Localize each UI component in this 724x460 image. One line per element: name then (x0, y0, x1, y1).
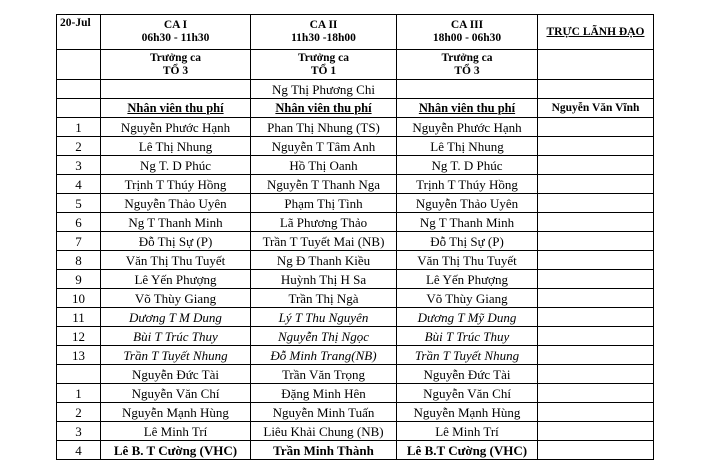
shift-3-person: Lê Minh Trí (397, 422, 538, 441)
staff-row (57, 118, 654, 137)
shift-3-person: Nguyễn Phước Hạnh (397, 118, 538, 137)
shift-3-person: Văn Thị Thu Tuyết (397, 251, 538, 270)
row-number: 11 (57, 308, 101, 327)
shift-3-header (397, 15, 538, 50)
shift-2-person: Phạm Thị Tình (251, 194, 397, 213)
row-number: 4 (57, 441, 101, 460)
empty-cell (538, 251, 654, 270)
row-number: 2 (57, 137, 101, 156)
staff-title-shift-3: Nhân viên thu phí (397, 99, 538, 118)
shift-3-person: Trịnh T Thúy Hồng (397, 175, 538, 194)
shift-3-person: Đỗ Thị Sự (P) (397, 232, 538, 251)
shift-3-person: Nguyễn Mạnh Hùng (397, 403, 538, 422)
shift-2-leader (251, 50, 397, 80)
staff-row (57, 327, 654, 346)
shift-1-person: Ng T. D Phúc (101, 156, 251, 175)
empty-cell (538, 175, 654, 194)
empty-cell (538, 327, 654, 346)
shift-1-time: 06h30 - 11h30 (141, 32, 210, 44)
shift-1-person: Lê B. T Cường (VHC) (101, 441, 251, 460)
shift-1-person: Lê Minh Trí (101, 422, 251, 441)
shift-1-person: Võ Thùy Giang (101, 289, 251, 308)
empty-cell (538, 289, 654, 308)
shift-2-person: Lã Phương Thảo (251, 213, 397, 232)
staff-row (57, 270, 654, 289)
shift-3-time: 18h00 - 06h30 (432, 32, 502, 44)
empty-cell (538, 232, 654, 251)
staff-title-row (57, 99, 654, 118)
shift-2-person: Trần Minh Thành (251, 441, 397, 460)
staff-row (57, 156, 654, 175)
shift-3-person: Dương T Mỹ Dung (397, 308, 538, 327)
shift-2-leader-team: TỔ 1 (310, 64, 337, 77)
shift-2-person: Nguyễn Minh Tuấn (251, 403, 397, 422)
shift-2-person: Trần T Tuyết Mai (NB) (251, 232, 397, 251)
empty-cell (538, 346, 654, 365)
row-number: 12 (57, 327, 101, 346)
empty-cell (538, 213, 654, 232)
shift-2-person: Hồ Thị Oanh (251, 156, 397, 175)
row-number (57, 365, 101, 384)
row-number: 4 (57, 175, 101, 194)
staff-row (57, 251, 654, 270)
shift-3-person: Bùi T Trúc Thuy (397, 327, 538, 346)
shift-3-leader (397, 50, 538, 80)
row-number: 3 (57, 422, 101, 441)
staff-title-shift-2: Nhân viên thu phí (251, 99, 397, 118)
empty-cell (538, 422, 654, 441)
shift-3-person: Lê B.T Cường (VHC) (397, 441, 538, 460)
shift-3-person: Ng T Thanh Minh (397, 213, 538, 232)
empty-cell (538, 137, 654, 156)
shift-1-header (101, 15, 251, 50)
empty-cell (538, 308, 654, 327)
staff-row (57, 213, 654, 232)
empty-cell (538, 156, 654, 175)
shift-1-leader-team: TỔ 3 (162, 64, 189, 77)
shift-1-person: Nguyễn Phước Hạnh (101, 118, 251, 137)
shift-3-person: Nguyễn Văn Chí (397, 384, 538, 403)
support-row (57, 441, 654, 460)
row-number: 2 (57, 403, 101, 422)
support-row (57, 403, 654, 422)
shift-1-leader-role: Trưởng ca (149, 51, 202, 64)
empty-cell (538, 118, 654, 137)
header-row (57, 15, 654, 50)
shift-1-person: Nguyễn Đức Tài (101, 365, 251, 384)
shift-1-person: Trần T Tuyết Nhung (101, 346, 251, 365)
staff-row (57, 175, 654, 194)
empty-cell (538, 50, 654, 80)
shift-2-person: Lý T Thu Nguyên (251, 308, 397, 327)
shift-2-person: Trần Thị Ngà (251, 289, 397, 308)
shift-leader-row (57, 50, 654, 80)
empty-cell (57, 80, 101, 99)
empty-cell (538, 384, 654, 403)
shift-3-person: Nguyễn Thảo Uyên (397, 194, 538, 213)
empty-cell (538, 403, 654, 422)
shift-1-person: Văn Thị Thu Tuyết (101, 251, 251, 270)
shift-3-person: Ng T. D Phúc (397, 156, 538, 175)
shift-3-name: CA III (450, 19, 484, 31)
shift-1-name: CA I (163, 19, 188, 31)
shift-1-person: Trịnh T Thúy Hồng (101, 175, 251, 194)
shift-1-leader (101, 50, 251, 80)
shift-3-leader-team: TỔ 3 (454, 64, 480, 77)
date-cell: 20-Jul (57, 15, 101, 50)
empty-cell (538, 365, 654, 384)
shift-1-person: Dương T M Dung (101, 308, 251, 327)
staff-row (57, 194, 654, 213)
shift-2-header (251, 15, 397, 50)
staff-row (57, 137, 654, 156)
row-number: 1 (57, 118, 101, 137)
shift-1-person: Nguyễn Thảo Uyên (101, 194, 251, 213)
empty-cell (57, 99, 101, 118)
empty-cell (538, 80, 654, 99)
shift-2-person: Huỳnh Thị H Sa (251, 270, 397, 289)
shift-3-person: Lê Thị Nhung (397, 137, 538, 156)
row-number: 8 (57, 251, 101, 270)
empty-cell (538, 270, 654, 289)
row-number: 1 (57, 384, 101, 403)
shift-3-person: Lê Yến Phượng (397, 270, 538, 289)
staff-row (57, 346, 654, 365)
shift-3-person: Võ Thùy Giang (397, 289, 538, 308)
shift-1-person: Nguyễn Mạnh Hùng (101, 403, 251, 422)
shift-1-person: Đỗ Thị Sự (P) (101, 232, 251, 251)
leadership-name: Nguyễn Văn Vĩnh (538, 99, 654, 118)
staff-row (57, 289, 654, 308)
shift-2-name: CA II (309, 19, 338, 31)
shift-1-person: Lê Thị Nhung (101, 137, 251, 156)
shift-1-person: Ng T Thanh Minh (101, 213, 251, 232)
shift-3-person: Nguyễn Đức Tài (397, 365, 538, 384)
shift-2-person: Đỗ Minh Trang(NB) (251, 346, 397, 365)
shift-1-person: Bùi T Trúc Thuy (101, 327, 251, 346)
empty-cell (538, 194, 654, 213)
staff-row (57, 308, 654, 327)
empty-cell (101, 80, 251, 99)
shift-2-time: 11h30 -18h00 (291, 32, 356, 44)
shift-schedule-table (56, 14, 654, 460)
empty-cell (57, 50, 101, 80)
supervisor-row (57, 365, 654, 384)
shift-3-person: Trần T Tuyết Nhung (397, 346, 538, 365)
row-number: 3 (57, 156, 101, 175)
row-number: 9 (57, 270, 101, 289)
staff-title-shift-1: Nhân viên thu phí (101, 99, 251, 118)
shift-2-person: Nguyễn T Thanh Nga (251, 175, 397, 194)
row-number: 5 (57, 194, 101, 213)
empty-cell (538, 441, 654, 460)
shift-2-person: Ng Đ Thanh Kiều (251, 251, 397, 270)
shift-2-leader-role: Trưởng ca (297, 51, 350, 64)
support-row (57, 422, 654, 441)
empty-cell (397, 80, 538, 99)
shift-2-person: Liêu Khải Chung (NB) (251, 422, 397, 441)
shift-2-head-name: Ng Thị Phương Chi (251, 80, 397, 99)
row-number: 6 (57, 213, 101, 232)
row-number: 13 (57, 346, 101, 365)
shift-3-leader-role: Trưởng ca (441, 51, 493, 64)
row-number: 7 (57, 232, 101, 251)
staff-row (57, 232, 654, 251)
shift-2-person: Nguyễn Thị Ngọc (251, 327, 397, 346)
shift-1-person: Lê Yến Phượng (101, 270, 251, 289)
shift-2-person: Trần Văn Trọng (251, 365, 397, 384)
shift-2-person: Nguyễn T Tâm Anh (251, 137, 397, 156)
leadership-title: TRỰC LÃNH ĐẠO (538, 15, 654, 50)
shift-2-head-row (57, 80, 654, 99)
support-row (57, 384, 654, 403)
shift-2-person: Phan Thị Nhung (TS) (251, 118, 397, 137)
shift-2-person: Đặng Minh Hên (251, 384, 397, 403)
shift-1-person: Nguyễn Văn Chí (101, 384, 251, 403)
row-number: 10 (57, 289, 101, 308)
